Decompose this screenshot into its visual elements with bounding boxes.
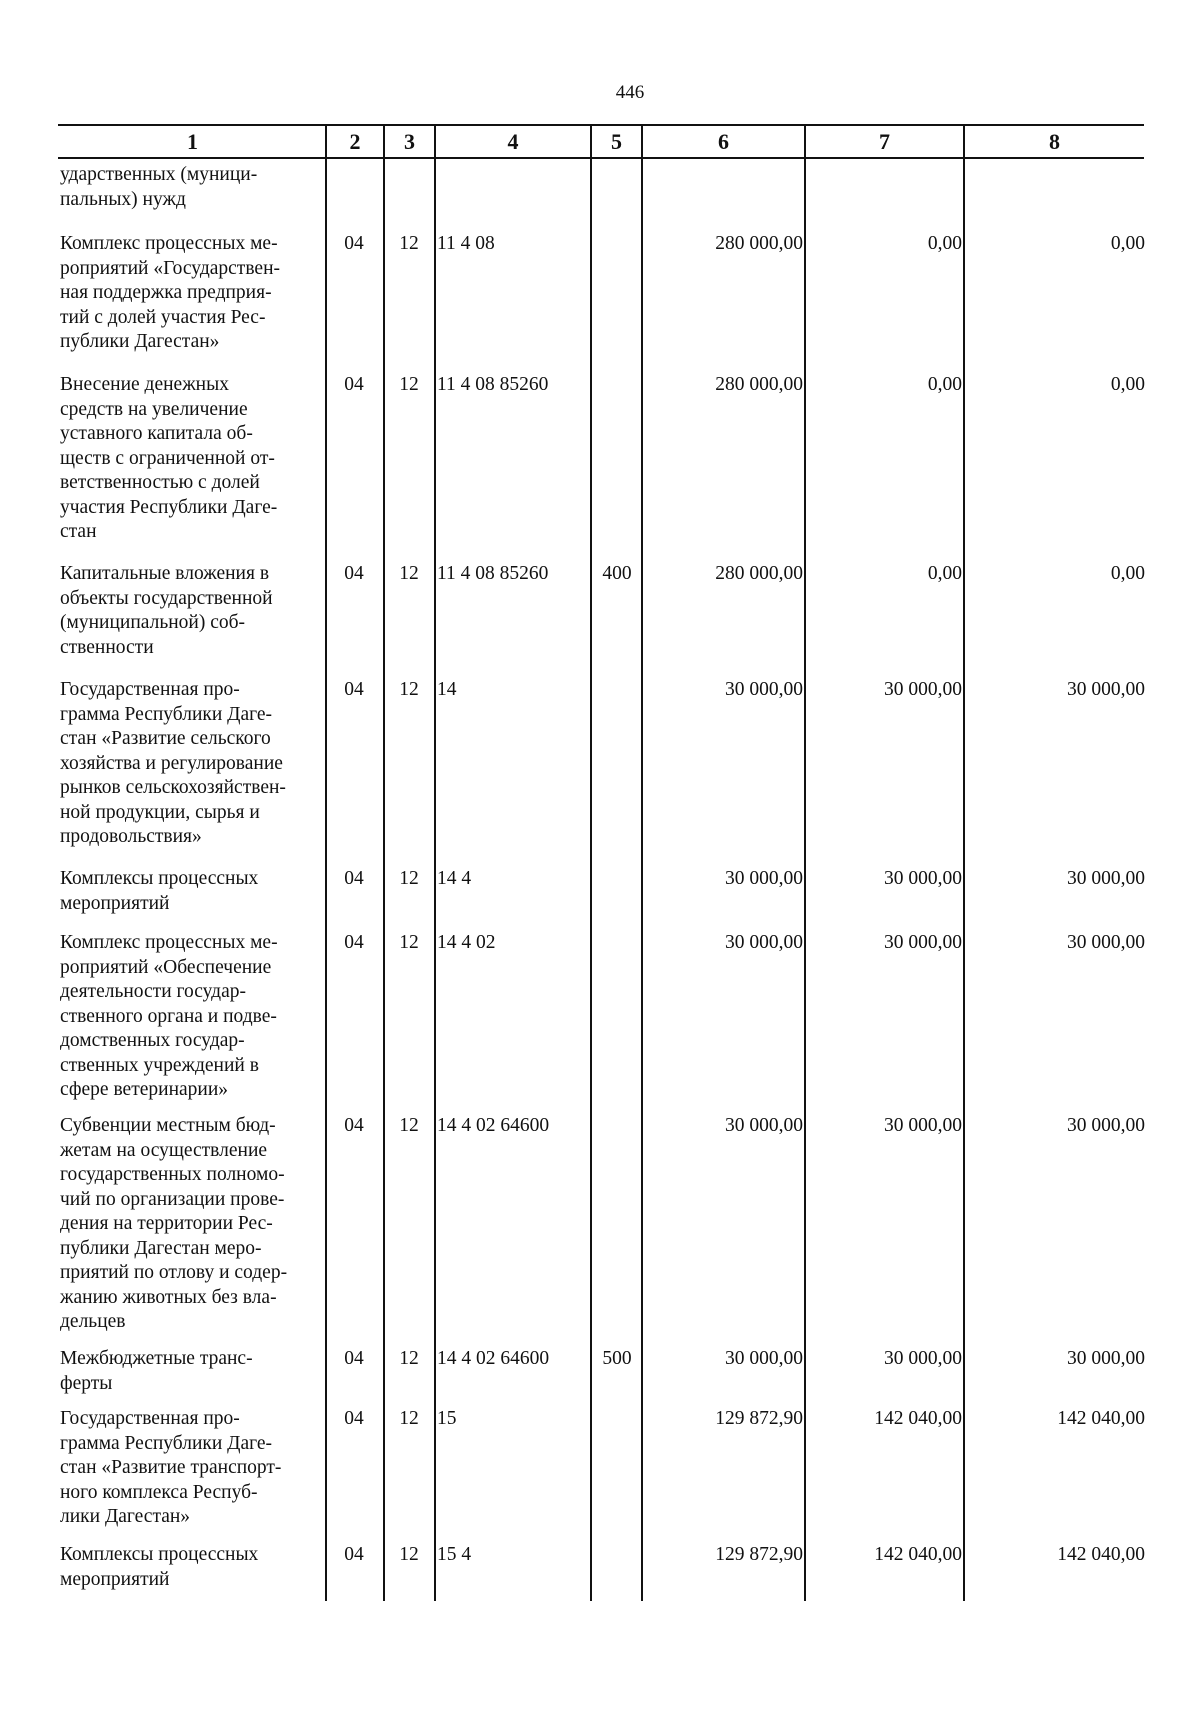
cell-amount-1: 280 000,00: [715, 374, 803, 395]
cell-section: 04: [344, 1115, 364, 1136]
cell-subsection: 12: [399, 679, 419, 700]
cell-target-article: 11 4 08 85260: [437, 374, 549, 395]
cell-target-article: 14 4 02 64600: [437, 1115, 550, 1136]
cell-subsection: 12: [399, 233, 419, 254]
cell-amount-1: 129 872,90: [715, 1408, 803, 1429]
cell-amount-1: 280 000,00: [715, 563, 803, 584]
row-description: Комплексы процессных мероприятий: [60, 868, 259, 914]
row-description: Капитальные вложения в объекты государственной (муниципальной) соб- ственности: [60, 563, 273, 658]
column-divider: [325, 124, 327, 1601]
cell-section: 04: [344, 1408, 364, 1429]
cell-target-article: 11 4 08: [437, 233, 495, 254]
cell-subsection: 12: [399, 374, 419, 395]
cell-amount-1: 30 000,00: [725, 1115, 803, 1136]
row-description: Комплекс процессных ме- роприятий «Государствен- ная поддержка предприя- тий с долей участия Рес- публики Дагестан»: [60, 233, 281, 352]
column-divider: [383, 124, 385, 1601]
column-divider: [804, 124, 806, 1601]
column-header-4: 4: [507, 129, 519, 154]
row-description: Межбюджетные транс- ферты: [60, 1348, 253, 1394]
row-description: Государственная про- грамма Республики Даге- стан «Развитие транспорт- ного комплекса Респуб- лики Дагестан»: [60, 1408, 282, 1527]
cell-amount-3: 0,00: [1110, 563, 1145, 584]
cell-subsection: 12: [399, 1544, 419, 1565]
cell-amount-2: 30 000,00: [884, 932, 962, 953]
cell-amount-2: 0,00: [927, 563, 962, 584]
cell-amount-2: 30 000,00: [884, 679, 962, 700]
cell-section: 04: [344, 233, 364, 254]
cell-target-article: 11 4 08 85260: [437, 563, 549, 584]
column-header-8: 8: [1049, 129, 1060, 154]
cell-subsection: 12: [399, 1115, 419, 1136]
page-number: 446: [615, 82, 645, 103]
cell-expense-type: 500: [602, 1348, 632, 1369]
column-divider: [434, 124, 436, 1601]
column-header-6: 6: [718, 129, 729, 154]
cell-amount-1: 30 000,00: [725, 679, 803, 700]
cell-amount-3: 0,00: [1110, 374, 1145, 395]
row-description: Внесение денежных средств на увеличение уставного капитала об- ществ с ограниченной от- ветственностью с долей участия Республики Даге- стан: [60, 374, 278, 542]
cell-amount-1: 280 000,00: [715, 233, 803, 254]
column-header-1: 1: [187, 129, 198, 154]
cell-amount-3: 30 000,00: [1067, 679, 1145, 700]
cell-section: 04: [344, 374, 364, 395]
cell-section: 04: [344, 932, 364, 953]
cell-expense-type: 400: [602, 563, 632, 584]
row-description: ударственных (муници- пальных) нужд: [60, 164, 258, 210]
cell-amount-1: 30 000,00: [725, 1348, 803, 1369]
row-description: Комплексы процессных мероприятий: [60, 1544, 259, 1590]
cell-amount-3: 30 000,00: [1067, 932, 1145, 953]
cell-target-article: 14 4 02 64600: [437, 1348, 550, 1369]
cell-section: 04: [344, 563, 364, 584]
cell-amount-3: 142 040,00: [1057, 1544, 1145, 1565]
cell-subsection: 12: [399, 1408, 419, 1429]
cell-amount-1: 129 872,90: [715, 1544, 803, 1565]
row-description: Комплекс процессных ме- роприятий «Обеспечение деятельности государ- ственного органа и подве- домственных государ- ственных учреждений в сфере ветеринарии»: [60, 932, 278, 1100]
column-divider: [641, 124, 643, 1601]
cell-amount-1: 30 000,00: [725, 932, 803, 953]
cell-amount-3: 30 000,00: [1067, 1348, 1145, 1369]
column-divider: [590, 124, 592, 1601]
column-header-3: 3: [404, 129, 415, 154]
cell-section: 04: [344, 1544, 364, 1565]
cell-amount-3: 30 000,00: [1067, 1115, 1145, 1136]
header-bottom-rule: [58, 157, 1144, 159]
cell-amount-2: 142 040,00: [874, 1408, 962, 1429]
cell-subsection: 12: [399, 868, 419, 889]
cell-amount-2: 30 000,00: [884, 1348, 962, 1369]
column-header-7: 7: [879, 129, 890, 154]
cell-target-article: 15: [437, 1408, 457, 1429]
cell-target-article: 14 4 02: [437, 932, 496, 953]
column-divider: [963, 124, 965, 1601]
cell-amount-2: 0,00: [927, 233, 962, 254]
cell-amount-2: 142 040,00: [874, 1544, 962, 1565]
cell-subsection: 12: [399, 1348, 419, 1369]
cell-amount-2: 30 000,00: [884, 1115, 962, 1136]
cell-section: 04: [344, 868, 364, 889]
cell-target-article: 15 4: [437, 1544, 472, 1565]
column-header-5: 5: [611, 129, 622, 154]
row-description: Государственная про- грамма Республики Даге- стан «Развитие сельского хозяйства и регулирование рынков сельскохозяйствен- ной продукции, сырья и продовольствия»: [60, 679, 286, 847]
cell-subsection: 12: [399, 563, 419, 584]
cell-section: 04: [344, 1348, 364, 1369]
cell-amount-3: 0,00: [1110, 233, 1145, 254]
cell-amount-1: 30 000,00: [725, 868, 803, 889]
table-top-rule: [58, 124, 1144, 126]
cell-target-article: 14 4: [437, 868, 472, 889]
cell-section: 04: [344, 679, 364, 700]
cell-amount-3: 30 000,00: [1067, 868, 1145, 889]
column-header-2: 2: [349, 129, 361, 154]
row-description: Субвенции местным бюд- жетам на осуществление государственных полномо- чий по организации прове- дения на территории Рес- публики Дагестан меро- приятий по отлову и содер- жанию животных без вла- дельцев: [60, 1115, 288, 1332]
cell-target-article: 14: [437, 679, 457, 700]
cell-amount-2: 0,00: [927, 374, 962, 395]
cell-subsection: 12: [399, 932, 419, 953]
cell-amount-2: 30 000,00: [884, 868, 962, 889]
cell-amount-3: 142 040,00: [1057, 1408, 1145, 1429]
